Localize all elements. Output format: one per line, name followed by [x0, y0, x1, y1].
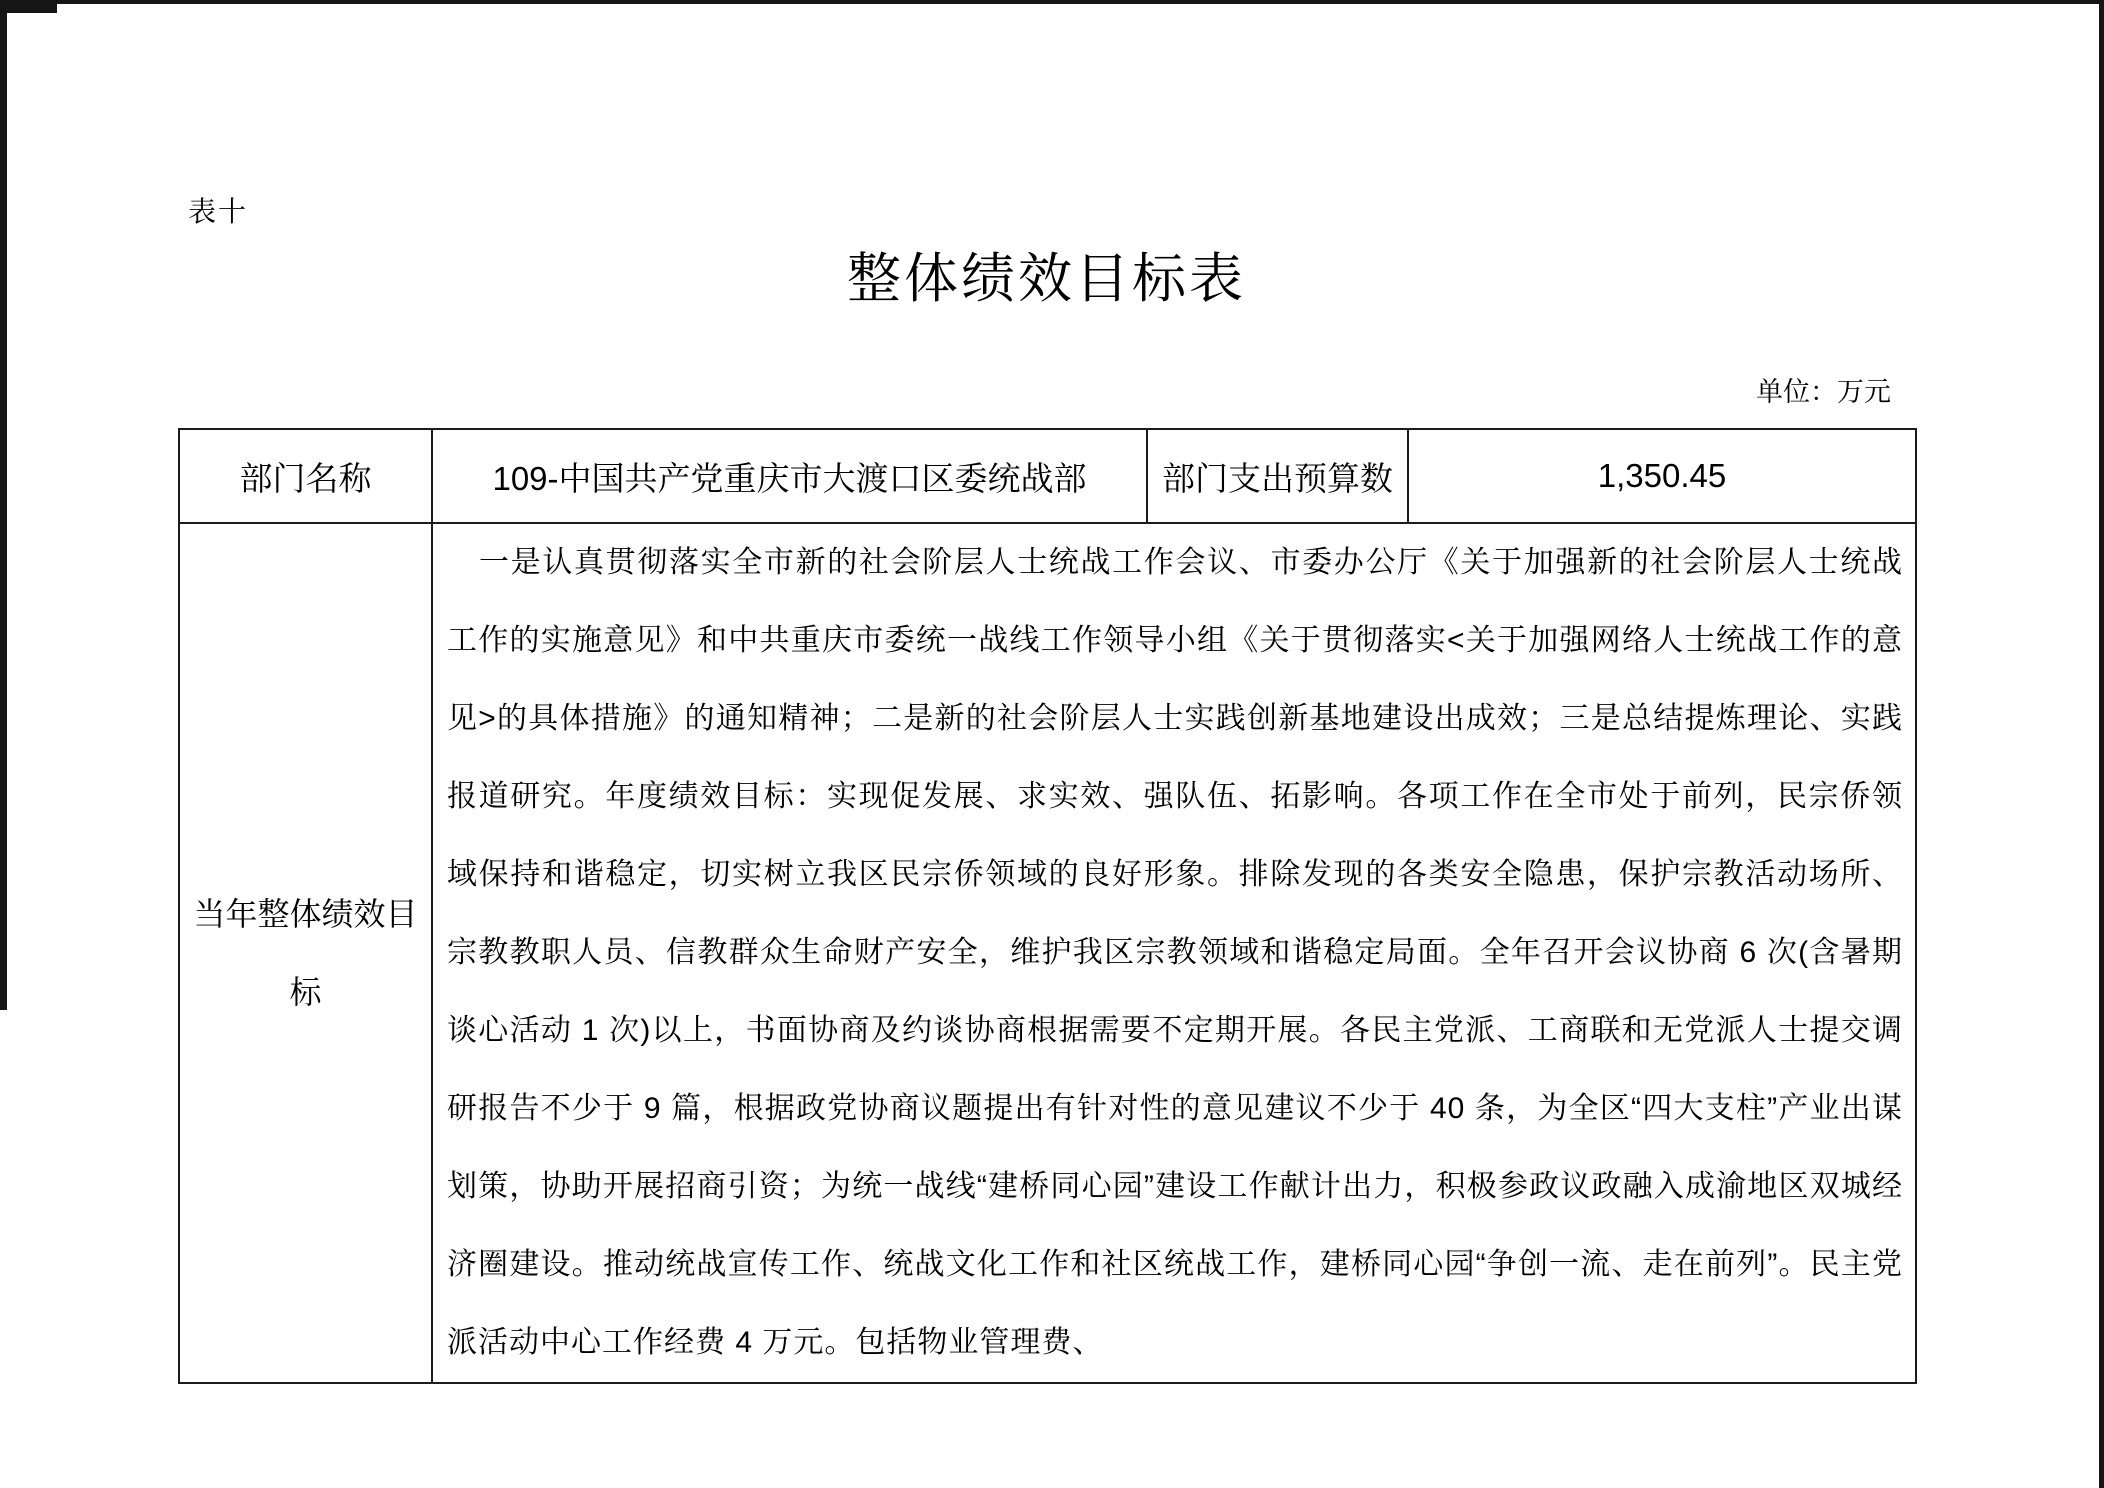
page-edge-left — [0, 0, 7, 1010]
table-row-goal — [179, 523, 1916, 1383]
annual-goal-text: 一是认真贯彻落实全市新的社会阶层人士统战工作会议、市委办公厅《关于加强新的社会阶层人士统战工作的实施意见》和中共重庆市委统一战线工作领导小组《关于贯彻落实<关于加强网络人士统战工作的意见>的具体措施》的通知精神；二是新的社会阶层人士实践创新基地建设出成效；三是总结提炼理论、实践报道研究。年度绩效目标：实现促发展、求实效、强队伍、拓影响。各项工作在全市处于前列，民宗侨领域保持和谐稳定，切实树立我区民宗侨领域的良好形象。排除发现的各类安全隐患，保护宗教活动场所、宗教教职人员、信教群众生命财产安全，维护我区宗教领域和谐稳定局面。全年召开会议协商 6 次(含暑期谈心活动 1 次)以上，书面协商及约谈协商根据需要不定期开展。各民主党派、工商联和无党派人士提交调研报告不少于 9 篇，根据政党协商议题提出有针对性的意见建议不少于 40 条，为全区“四大支柱”产业出谋划策，协助开展招商引资；为统一战线“建桥同心园”建设工作献计出力，积极参政议政融入成渝地区双城经济圈建设。推动统战宣传工作、统战文化工作和社区统战工作，建桥同心园“争创一流、走在前列”。民主党派活动中心工作经费 4 万元。包括物业管理费、 — [432, 523, 1916, 1383]
dept-name-value: 109-中国共产党重庆市大渡口区委统战部 — [432, 429, 1147, 523]
dept-name-label: 部门名称 — [179, 429, 432, 523]
document-title: 整体绩效目标表 — [847, 249, 1246, 309]
budget-value: 1,350.45 — [1408, 429, 1916, 523]
table-row-department — [179, 429, 1916, 523]
unit-note: 单位：万元 — [1756, 377, 1891, 407]
annual-goal-label: 当年整体绩效目标 — [179, 523, 432, 1383]
page-edge-right — [2099, 0, 2104, 1488]
table-number-label: 表十 — [188, 196, 249, 227]
page-edge-corner — [0, 0, 57, 13]
budget-label: 部门支出预算数 — [1147, 429, 1408, 523]
performance-target-table — [178, 428, 1917, 1384]
page-edge-top — [0, 0, 2104, 4]
